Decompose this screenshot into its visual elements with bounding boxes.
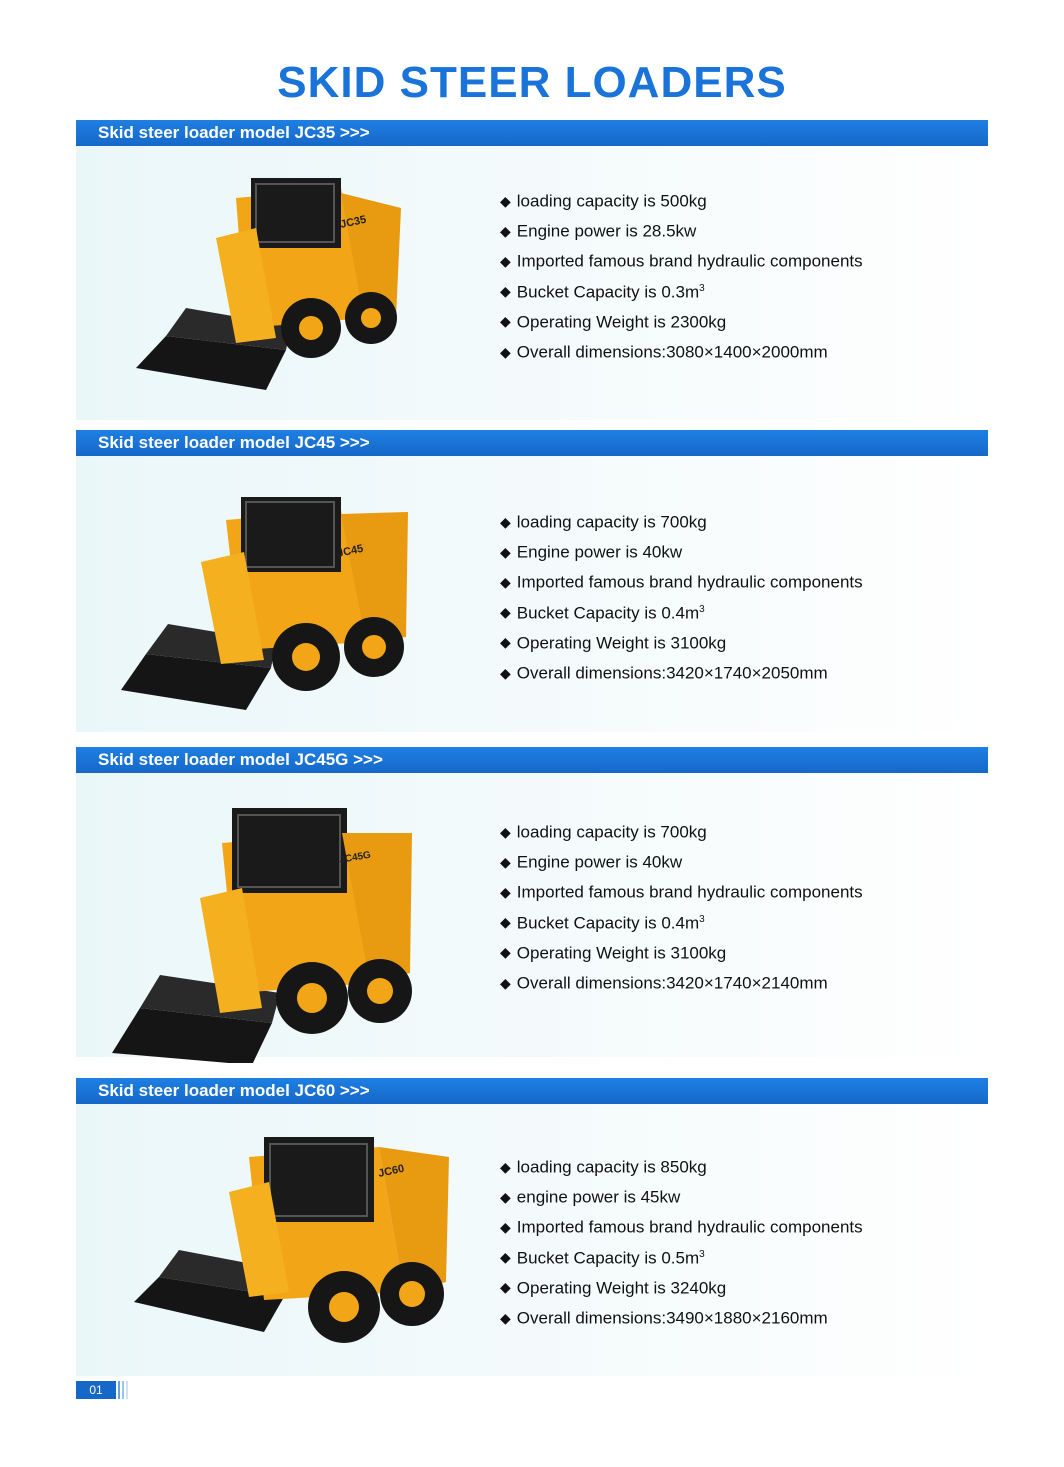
spec-item: ◆ Imported famous brand hydraulic components xyxy=(500,564,863,594)
diamond-bullet-icon: ◆ xyxy=(500,853,511,870)
diamond-bullet-icon: ◆ xyxy=(500,343,511,360)
diamond-bullet-icon: ◆ xyxy=(500,914,511,931)
spec-item: ◆ Operating Weight is 3240kg xyxy=(500,1270,863,1300)
section-header: Skid steer loader model JC35 >>> xyxy=(76,120,988,146)
skid-steer-loader-image xyxy=(116,482,416,722)
diamond-bullet-icon: ◆ xyxy=(500,192,511,209)
spec-item: ◆ Overall dimensions:3080×1400×2000mm xyxy=(500,334,863,364)
diamond-bullet-icon: ◆ xyxy=(500,664,511,681)
spec-item: ◆ Imported famous brand hydraulic components xyxy=(500,1209,863,1239)
diamond-bullet-icon: ◆ xyxy=(500,513,511,530)
diamond-bullet-icon: ◆ xyxy=(500,823,511,840)
section-header: Skid steer loader model JC45 >>> xyxy=(76,430,988,456)
model-section-jc45 xyxy=(76,430,988,730)
diamond-bullet-icon: ◆ xyxy=(500,974,511,991)
model-section-jc60 xyxy=(76,1078,988,1378)
spec-item: ◆ Overall dimensions:3420×1740×2050mm xyxy=(500,655,863,685)
spec-item: ◆ engine power is 45kw xyxy=(500,1179,863,1209)
skid-steer-loader-image xyxy=(126,168,426,398)
model-decal: JC35 xyxy=(339,213,368,231)
diamond-bullet-icon: ◆ xyxy=(500,574,511,591)
diamond-bullet-icon: ◆ xyxy=(500,634,511,651)
diamond-bullet-icon: ◆ xyxy=(500,313,511,330)
diamond-bullet-icon: ◆ xyxy=(500,253,511,270)
spec-item: ◆ loading capacity is 700kg xyxy=(500,814,863,844)
model-section-jc45g xyxy=(76,747,988,1057)
diamond-bullet-icon: ◆ xyxy=(500,944,511,961)
spec-item: ◆ Overall dimensions:3420×1740×2140mm xyxy=(500,965,863,995)
spec-list xyxy=(500,504,863,685)
spec-item: ◆ Operating Weight is 3100kg xyxy=(500,625,863,655)
spec-item: ◆ Overall dimensions:3490×1880×2160mm xyxy=(500,1300,863,1330)
model-decal: JC45G xyxy=(338,849,372,866)
diamond-bullet-icon: ◆ xyxy=(500,1249,511,1266)
diamond-bullet-icon: ◆ xyxy=(500,1309,511,1326)
spec-item: ◆ loading capacity is 700kg xyxy=(500,504,863,534)
spec-list xyxy=(500,814,863,995)
spec-item: ◆ Engine power is 40kw xyxy=(500,844,863,874)
spec-item: ◆ Bucket Capacity is $0.3m^3$ xyxy=(500,274,863,304)
diamond-bullet-icon: ◆ xyxy=(500,543,511,560)
spec-item: ◆ loading capacity is 850kg xyxy=(500,1149,863,1179)
model-section-jc35 xyxy=(76,120,988,420)
spec-item: ◆ Engine power is 28.5kw xyxy=(500,213,863,243)
page-number: 01 xyxy=(76,1381,116,1399)
section-header: Skid steer loader model JC60 >>> xyxy=(76,1078,988,1104)
diamond-bullet-icon: ◆ xyxy=(500,283,511,300)
diamond-bullet-icon: ◆ xyxy=(500,1279,511,1296)
diamond-bullet-icon: ◆ xyxy=(500,222,511,239)
spec-item: ◆ Operating Weight is 3100kg xyxy=(500,935,863,965)
diamond-bullet-icon: ◆ xyxy=(500,884,511,901)
diamond-bullet-icon: ◆ xyxy=(500,1188,511,1205)
page-title: SKID STEER LOADERS xyxy=(277,58,787,107)
spec-item: ◆ Imported famous brand hydraulic components xyxy=(500,874,863,904)
model-decal: JC45 xyxy=(336,542,365,560)
spec-item: ◆ Bucket Capacity is $0.4m^3$ xyxy=(500,595,863,625)
spec-item: ◆ Imported famous brand hydraulic components xyxy=(500,243,863,273)
page-number-decoration xyxy=(118,1381,128,1399)
skid-steer-loader-image xyxy=(112,803,422,1063)
spec-item: ◆ Operating Weight is 2300kg xyxy=(500,304,863,334)
spec-item: ◆ Bucket Capacity is $0.5m^3$ xyxy=(500,1240,863,1270)
spec-item: ◆ Engine power is 40kw xyxy=(500,534,863,564)
section-header: Skid steer loader model JC45G >>> xyxy=(76,747,988,773)
spec-list xyxy=(500,183,863,364)
model-decal: JC60 xyxy=(377,1162,406,1180)
diamond-bullet-icon: ◆ xyxy=(500,604,511,621)
spec-item: ◆ Bucket Capacity is $0.4m^3$ xyxy=(500,905,863,935)
spec-item: ◆ loading capacity is 500kg xyxy=(500,183,863,213)
diamond-bullet-icon: ◆ xyxy=(500,1219,511,1236)
spec-list xyxy=(500,1149,863,1330)
skid-steer-loader-image xyxy=(134,1132,454,1372)
diamond-bullet-icon: ◆ xyxy=(500,1158,511,1175)
